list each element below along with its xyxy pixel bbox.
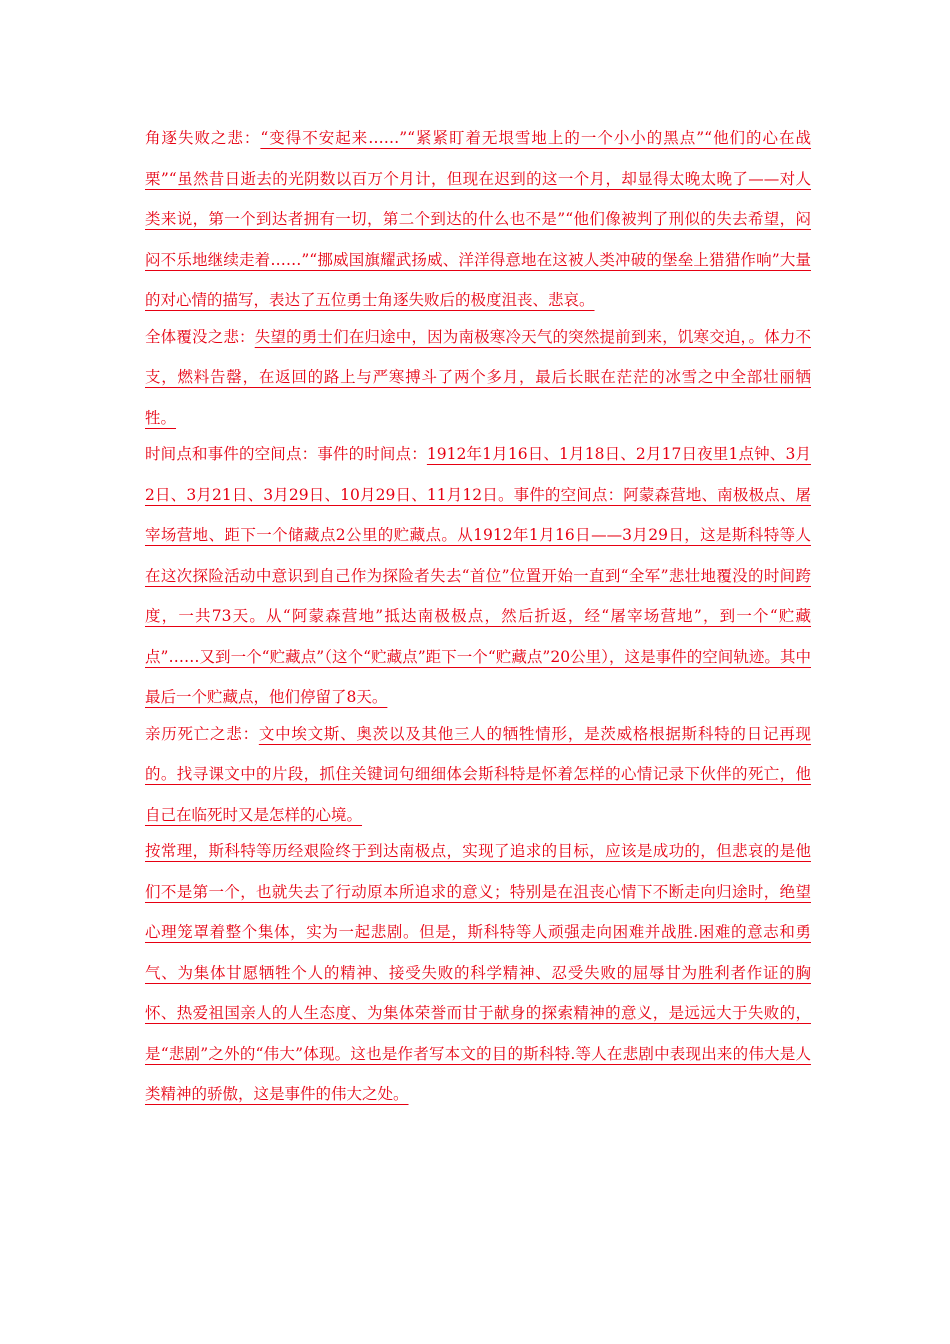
paragraph-text: 文中埃文斯、奥茨以及其他三人的牺牲情形，是茨威格根据斯科特的日记再现的。找寻课文中的片段，抓住关键词句细细体会斯科特是怀着怎样的心情记录下伙伴的死亡，他自己在临死时又是怎样的心境。 [145,724,811,824]
paragraph-text: 按常理，斯科特等历经艰险终于到达南极点，实现了追求的目标，应该是成功的，但悲哀的是他们不是第一个，也就失去了行动原本所追求的意义；特别是在沮丧心情下不断走向归途时，绝望心理笼罩着整个集体，实为一起悲剧。但是，斯科特等人顽强走向困难并战胜.困难的意志和勇气、为集体甘愿牺牲个人的精神、接受失败的科学精神、忍受失败的屈辱甘为胜利者作证的胸怀、热爱祖国亲人的人生态度、为集体荣誉而甘于献身的探索精神的意义，是远远大于失败的，是“悲剧”之外的“伟大”体现。这也是作者写本文的目的斯科特.等人在悲剧中表现出来的伟大是人类精神的骄傲，这是事件的伟大之处。 [145,842,811,1103]
document-page [145,118,811,1115]
paragraph-lead: 时间点和事件的空间点：事件的时间点： [145,445,427,463]
paragraph-text: 1912年1月16日、1月18日、2月17日夜里1点钟、3月2日、3月21日、3月29日、10月29日、11月12日。事件的空间点：阿蒙森营地、南极极点、屠宰场营地、距下一个储藏点2公里的贮藏点。从1912年1月16日——3月29日，这是斯科特等人在这次探险活动中意识到自己作为探险者失去“首位”位置开始一直到“全军”悲壮地覆没的时间跨度，一共73天。从“阿蒙森营地”抵达南极极点，然后折返，经“屠宰场营地”，到一个“贮藏点”……又到一个“贮藏点”（这个“贮藏点”距下一个“贮藏点”20公里），这是事件的空间轨迹。其中最后一个贮藏点，他们停留了8天。 [145,445,811,706]
paragraph-time-space-points [145,434,811,718]
paragraph-lead: 角逐失败之悲： [145,129,261,147]
paragraph-lead: 全体覆没之悲： [145,327,255,346]
paragraph-text: “变得不安起来……”“紧紧盯着无垠雪地上的一个小小的黑点”“他们的心在战栗”“虽然昔日逝去的光阴数以百万个月计，但现在迟到的这一个月，却显得太晚太晚了——对人类来说，第一个到达者拥有一切，第二个到达的什么也不是”“他们像被判了刑似的失去希望，闷闷不乐地继续走着……”“挪威国旗耀武扬威、洋洋得意地在这被人类冲破的堡垒上猎猎作响”大量的对心情的描写，表达了五位勇士角逐失败后的极度沮丧、悲哀。 [145,129,811,309]
paragraph-death-sorrow [145,714,811,836]
paragraph-conclusion [145,831,811,1115]
paragraph-text: 失望的勇士们在归途中，因为南极寒冷天气的突然提前到来，饥寒交迫，。体力不支，燃料告罄，在返回的路上与严寒搏斗了两个多月，最后长眠在茫茫的冰雪之中全部壮丽牺牲。 [145,327,811,427]
paragraph-total-loss-sorrow [145,317,811,439]
paragraph-lead: 亲历死亡之悲： [145,724,259,743]
paragraph-defeat-sorrow [145,118,811,321]
